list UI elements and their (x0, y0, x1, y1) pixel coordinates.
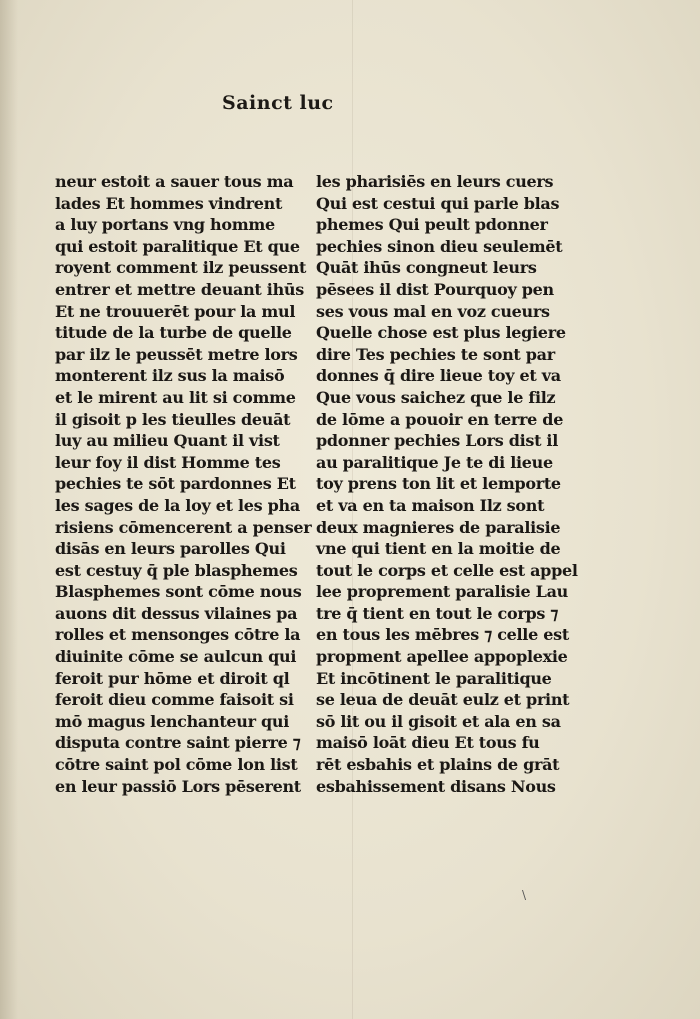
right-column-line: esbahissement disans Nous (316, 776, 556, 796)
right-column-line: les pharisiēs en leurs cuers (316, 172, 554, 191)
right-column-line: toy prens ton lit et lemporte (316, 474, 561, 494)
right-column-line: et va en ta maison Ilz sont (316, 495, 545, 515)
right-column-line: pechies sinon dieu seulemēt (316, 236, 563, 256)
left-column-line: disās en leurs parolles Qui (55, 539, 286, 559)
right-column-line: deux magnieres de paralisie (316, 517, 561, 537)
left-text-column (55, 171, 312, 797)
left-column-line: en leur passiō Lors pēserent (55, 776, 301, 796)
right-column-line: vne qui tient en la moitie de (316, 539, 561, 559)
right-column-line: de lōme a pouoir en terre de (316, 409, 564, 429)
right-column-line: ses vous mal en voz cueurs (316, 301, 550, 321)
right-column-line: tre q̄ tient en tout le corps ⁊ (316, 603, 559, 623)
right-column-line: rēt esbahis et plains de grāt (316, 755, 560, 775)
page-edge-shadow (0, 0, 18, 1019)
left-column-line: mō magus lenchanteur qui (55, 711, 290, 731)
right-column-line: tout le corps et celle est appel (316, 560, 578, 580)
right-column-line: au paralitique Je te di lieue (316, 452, 553, 472)
right-column-line: Quelle chose est plus legiere (316, 323, 566, 343)
left-column-line: rolles et mensonges cōtre la (55, 625, 301, 645)
left-column-line: disputa contre saint pierre ⁊ (55, 733, 301, 753)
left-column-line: leur foy il dist Homme tes (55, 452, 281, 472)
left-column-line: feroit dieu comme faisoit si (55, 690, 294, 710)
right-column-line: dire Tes pechies te sont par (316, 344, 555, 364)
left-column-line: titude de la turbe de quelle (55, 323, 292, 343)
left-column-line: par ilz le peussēt metre lors (55, 344, 298, 364)
right-column-line: propment apellee appoplexie (316, 647, 568, 667)
right-column-line: maisō loāt dieu Et tous fu (316, 733, 540, 753)
left-column-line: royent comment ilz peussent (55, 258, 307, 278)
right-column-line: Qui est cestui qui parle blas (316, 193, 560, 213)
left-column-line: Et ne trouuerēt pour la mul (55, 301, 296, 321)
right-column-line: Et incōtinent le paralitique (316, 668, 552, 688)
right-column-line: donnes q̄ dire lieue toy et va (316, 366, 561, 386)
left-column-line: neur estoit a sauer tous ma (55, 172, 294, 191)
left-column-line: entrer et mettre deuant ihūs (55, 279, 304, 299)
left-column-line: auons dit dessus vilaines pa (55, 603, 298, 623)
running-head: Sainct luc (222, 92, 334, 114)
left-column-line: a luy portans vng homme (55, 215, 275, 235)
left-column-line: et le mirent au lit si comme (55, 387, 296, 407)
left-column-line: luy au milieu Quant il vist (55, 431, 280, 451)
left-column-line: les sages de la loy et les pha (55, 495, 300, 515)
right-column-line: en tous les mēbres ⁊ celle est (316, 625, 569, 645)
left-column-line: diuinite cōme se aulcun qui (55, 647, 297, 667)
left-column-line: il gisoit p les tieulles deuāt (55, 409, 291, 429)
right-column-line: Que vous saichez que le filz (316, 387, 556, 407)
right-column-line: sō lit ou il gisoit et ala en sa (316, 711, 561, 731)
left-column-line: lades Et hommes vindrent (55, 193, 283, 213)
left-column-line: cōtre saint pol cōme lon list (55, 755, 298, 775)
left-column-line: risiens cōmencerent a penser (55, 517, 312, 537)
left-column-line: Blasphemes sont cōme nous (55, 582, 302, 602)
right-column-line: pdonner pechies Lors dist il (316, 431, 558, 451)
stray-ink-mark: \ (522, 888, 527, 902)
right-column-line: pēsees il dist Pourquoy pen (316, 279, 554, 299)
right-column-line: phemes Qui peult pdonner (316, 215, 548, 235)
right-text-column (316, 171, 578, 797)
right-column-line: Quāt ihūs congneut leurs (316, 258, 537, 278)
left-column-line: monterent ilz sus la maisō (55, 366, 285, 386)
right-column-line: se leua de deuāt eulz et print (316, 690, 570, 710)
left-column-line: est cestuy q̄ ple blasphemes (55, 560, 298, 580)
right-column-line: lee proprement paralisie Lau (316, 582, 568, 602)
left-column-line: qui estoit paralitique Et que (55, 236, 300, 256)
left-column-line: feroit pur hōme et diroit ql (55, 668, 290, 688)
left-column-line: pechies te sōt pardonnes Et (55, 474, 296, 494)
